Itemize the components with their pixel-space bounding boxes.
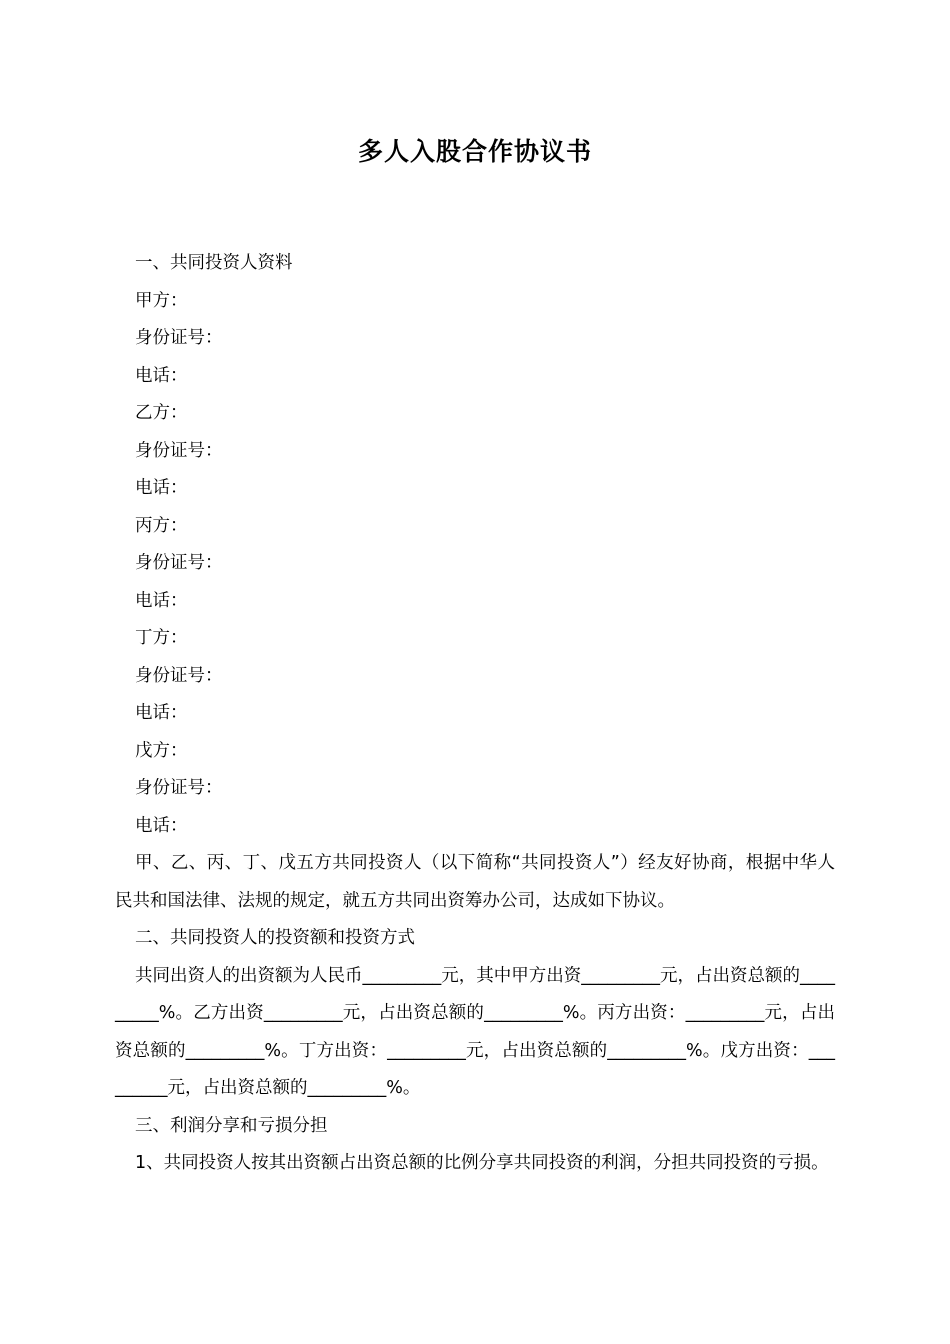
document-body <box>115 245 835 1183</box>
party-e-phone-label: 电话： <box>135 815 188 836</box>
party-e-id-label: 身份证号： <box>135 778 223 798</box>
party-d-phone-label: 电话： <box>135 703 188 723</box>
party-a-id-label: 身份证号： <box>135 328 223 348</box>
section-1-heading: 一、共同投资人资料 <box>135 253 293 273</box>
party-a-name-label: 甲方： <box>135 290 188 311</box>
profit-sharing-paragraph: 1、共同投资人按其出资额占出资总额的比例分享共同投资的利润，分担共同投资的亏损。 <box>135 1153 829 1173</box>
party-a-phone-label: 电话： <box>135 365 188 386</box>
party-c-id-label: 身份证号： <box>135 553 223 573</box>
investment-amount-paragraph: 共同出资人的出资额为人民币_________元，其中甲方出资_________元，占出资总额的_________%。乙方出资_________元，占出资总额的_________%。丙方出资：_________元，占出资总额的_________%。丁方出资：_________元，占出资总额的_________%。戊方出资：_________元，占出资总额的_________%。 <box>115 965 835 1098</box>
party-c-phone-label: 电话： <box>135 590 188 611</box>
party-d-id-label: 身份证号： <box>135 665 223 686</box>
intro-paragraph: 甲、乙、丙、丁、戊五方共同投资人（以下简称“共同投资人”）经友好协商，根据中华人民共和国法律、法规的规定，就五方共同出资筹办公司，达成如下协议。 <box>115 853 835 911</box>
party-d-name-label: 丁方： <box>135 628 188 648</box>
document-title: 多人入股合作协议书 <box>357 137 592 166</box>
section-3-heading: 三、利润分享和亏损分担 <box>135 1115 328 1136</box>
party-e-name-label: 戊方： <box>135 740 188 761</box>
party-b-id-label: 身份证号： <box>135 440 223 461</box>
party-c-name-label: 丙方： <box>135 515 188 536</box>
party-b-phone-label: 电话： <box>135 478 188 498</box>
party-b-name-label: 乙方： <box>135 403 188 423</box>
section-2-heading: 二、共同投资人的投资额和投资方式 <box>135 928 415 948</box>
